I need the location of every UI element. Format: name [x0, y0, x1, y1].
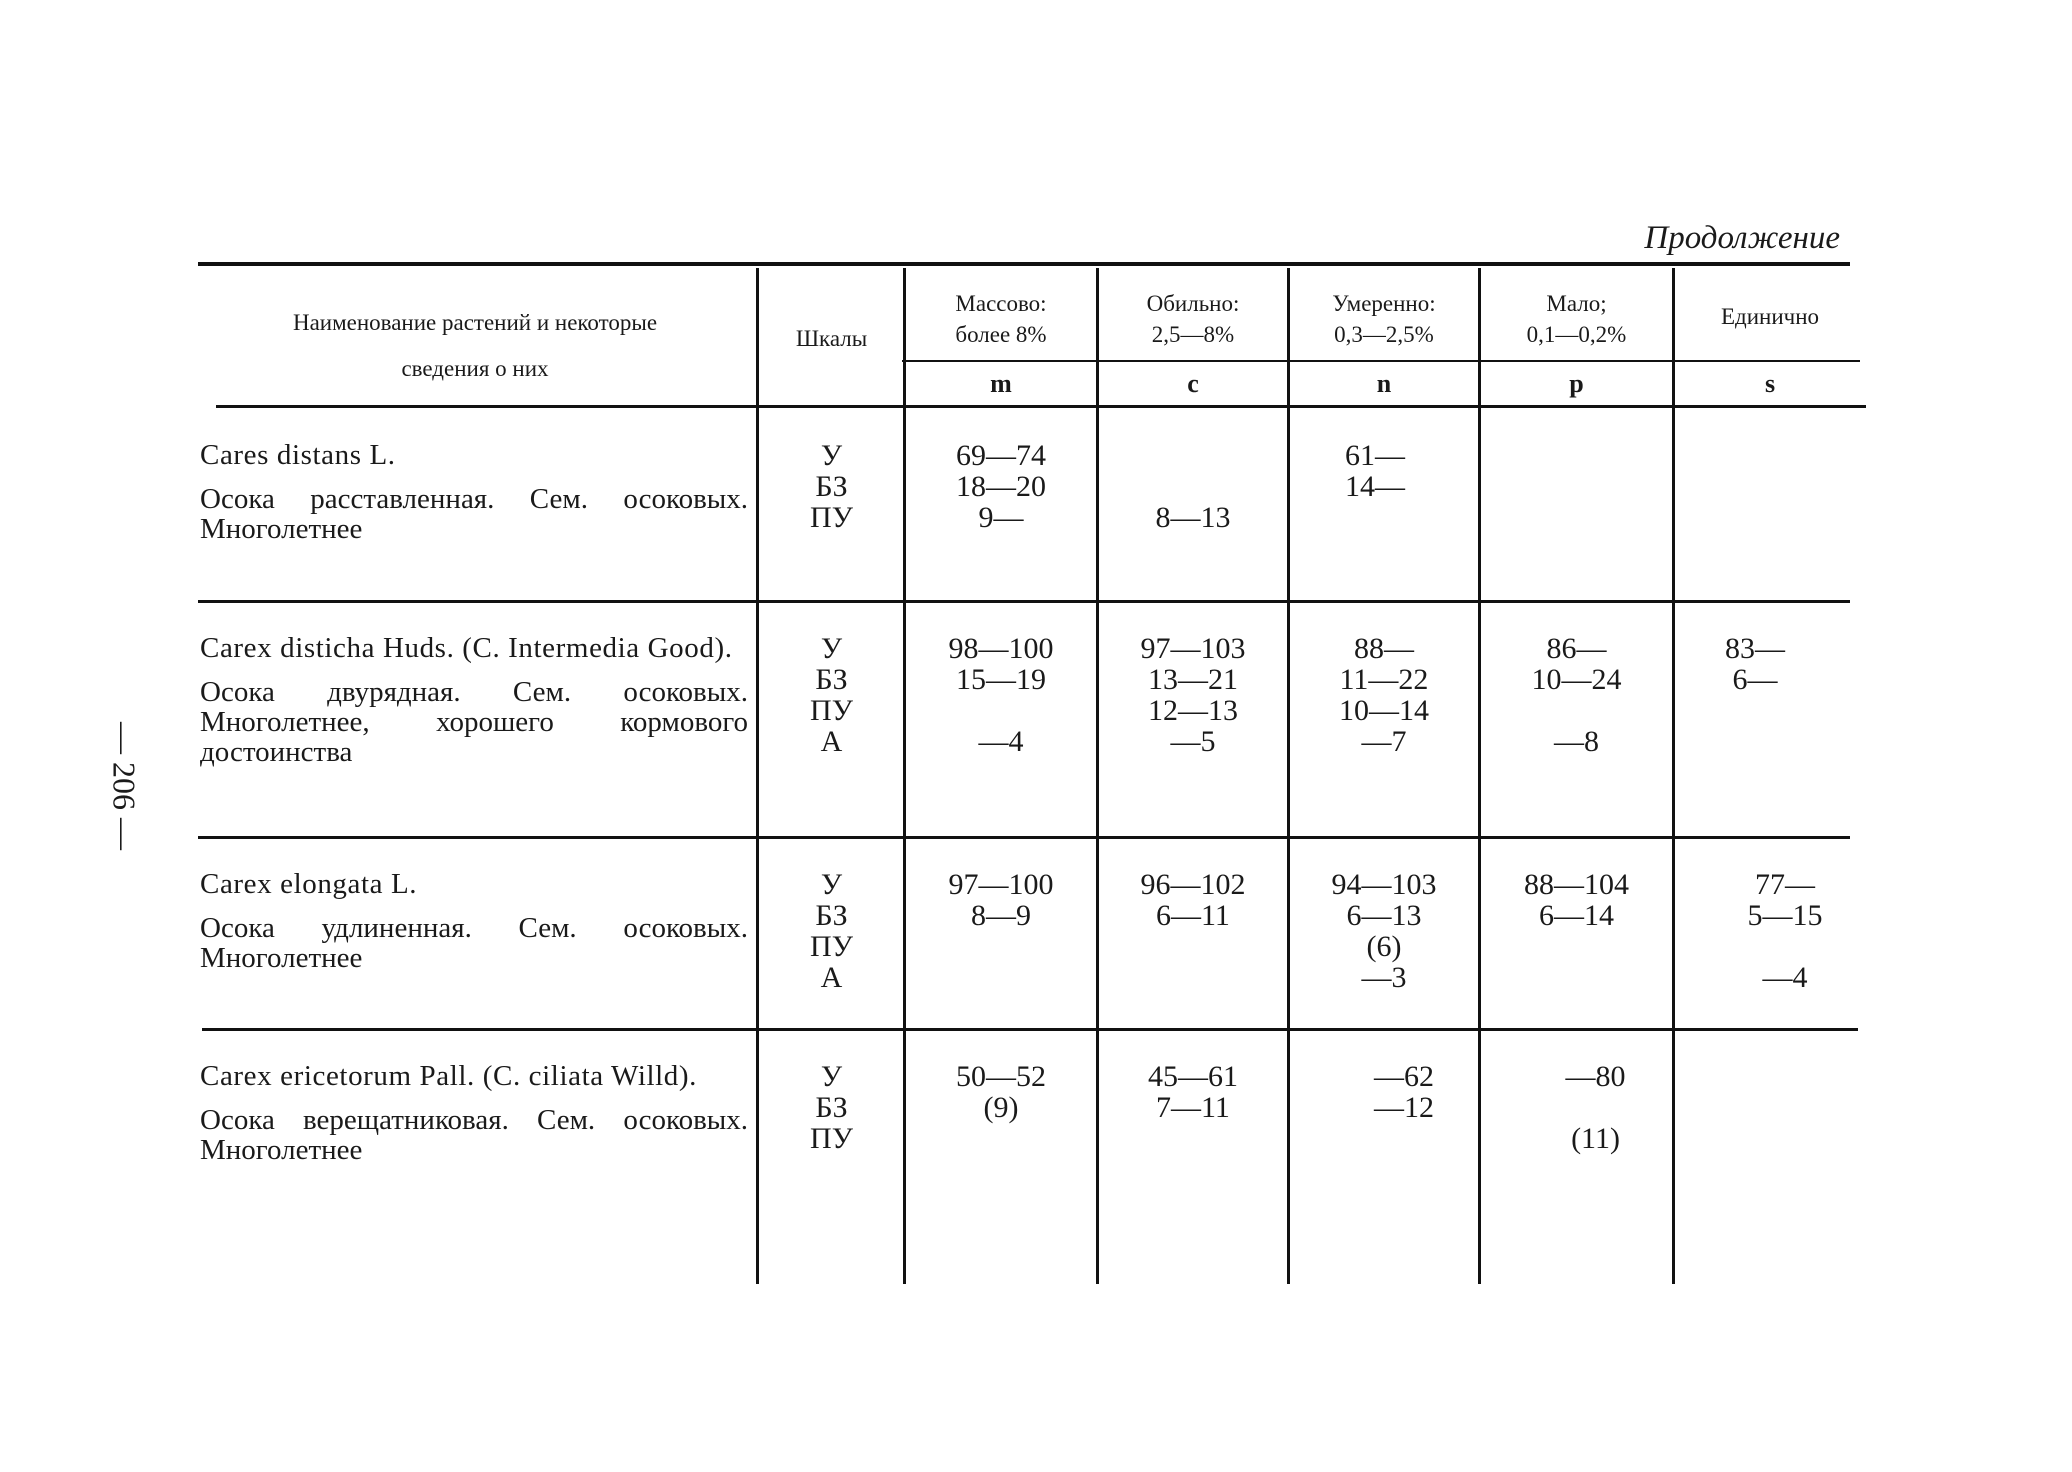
scales-cell: У БЗ ПУ А	[810, 632, 853, 758]
header-name-line2: сведения о них	[401, 356, 549, 381]
value-cell-p: 86— 10—24 —8	[1531, 632, 1622, 758]
table-row-plant-name	[200, 633, 748, 767]
value-cell-n: 61— 14—	[1345, 439, 1405, 503]
value-cell-m: 69—74 18—20 9—	[956, 439, 1046, 534]
row-separator-3	[202, 1028, 1858, 1031]
header-name-line1: Наименование растений и некоторые	[292, 310, 658, 335]
latin-name: Carex ericetorum Pall. (C. ciliata Willd).	[200, 1060, 698, 1092]
continuation-label: Продолжение	[1644, 220, 1840, 256]
header-sub-rule	[902, 360, 1860, 362]
scales-cell: У БЗ ПУ	[810, 1060, 853, 1155]
latin-name: Carex disticha Huds. (C. Intermedia Good).	[200, 632, 733, 664]
value-cell-p: —80 (11)	[1565, 1060, 1626, 1155]
header-letter-s: s	[1764, 369, 1776, 398]
value-cell-c: 8—13	[1155, 501, 1231, 534]
scales-cell: У БЗ ПУ	[810, 439, 853, 534]
header-letter-p: p	[1569, 369, 1584, 398]
value-cell-m: 50—52 (9)	[956, 1060, 1046, 1124]
scales-cell: У БЗ ПУ А	[810, 868, 853, 994]
table-row-plant-name	[200, 1061, 748, 1165]
value-cell-n: 94—103 6—13 (6) —3	[1331, 868, 1437, 994]
header-letter-m: m	[990, 369, 1012, 398]
russian-description: Осока верещатниковая. Сем. осоковых. Многолетнее	[200, 1104, 748, 1166]
russian-description: Осока двурядная. Сем. осоковых. Многолетнее, хорошего кормового достоинства	[200, 676, 748, 768]
table-row-plant-name	[200, 869, 748, 973]
value-cell-m: 98—100 15—19 —4	[948, 632, 1054, 758]
value-cell-n: —62 —12	[1374, 1060, 1434, 1124]
value-cell-m: 97—100 8—9	[948, 868, 1054, 932]
header-name-column	[205, 300, 745, 392]
header-bottom-rule	[216, 405, 1866, 408]
value-cell-n: 88— 11—22 10—14 —7	[1339, 632, 1429, 758]
russian-description: Осока удлиненная. Сем. осоковых. Многолетнее	[200, 912, 748, 974]
header-letter-c: c	[1187, 369, 1199, 398]
header-s-column: Единично	[1720, 304, 1820, 329]
table-top-rule	[198, 262, 1850, 266]
value-cell-s: 77— 5—15 —4	[1747, 868, 1823, 994]
row-separator-2	[198, 836, 1850, 839]
latin-name: Cares distans L.	[200, 439, 396, 471]
col-divider-2	[903, 268, 906, 1284]
header-scale-column: Шкалы	[795, 326, 868, 351]
header-m-column: Массово: более 8%	[955, 291, 1047, 347]
header-letter-n: n	[1376, 369, 1392, 398]
value-cell-c: 45—61 7—11	[1148, 1060, 1238, 1124]
value-cell-c: 97—103 13—21 12—13 —5	[1140, 632, 1246, 758]
page-number: — 206 —	[106, 722, 143, 850]
row-separator-1	[198, 600, 1850, 603]
value-cell-p: 88—104 6—14	[1524, 868, 1629, 932]
col-divider-3	[1096, 268, 1099, 1284]
header-p-column: Мало; 0,1—0,2%	[1526, 291, 1627, 347]
russian-description: Осока расставленная. Сем. осоковых. Многолетнее	[200, 483, 748, 545]
col-divider-1	[756, 268, 759, 1284]
header-n-column: Умеренно: 0,3—2,5%	[1332, 291, 1436, 347]
header-c-column: Обильно: 2,5—8%	[1146, 291, 1240, 347]
col-divider-4	[1287, 268, 1290, 1284]
value-cell-s: 83— 6—	[1725, 632, 1785, 696]
latin-name: Carex elongata L.	[200, 868, 418, 900]
table-row-plant-name	[200, 440, 748, 544]
col-divider-5	[1478, 268, 1481, 1284]
value-cell-c: 96—102 6—11	[1140, 868, 1246, 932]
